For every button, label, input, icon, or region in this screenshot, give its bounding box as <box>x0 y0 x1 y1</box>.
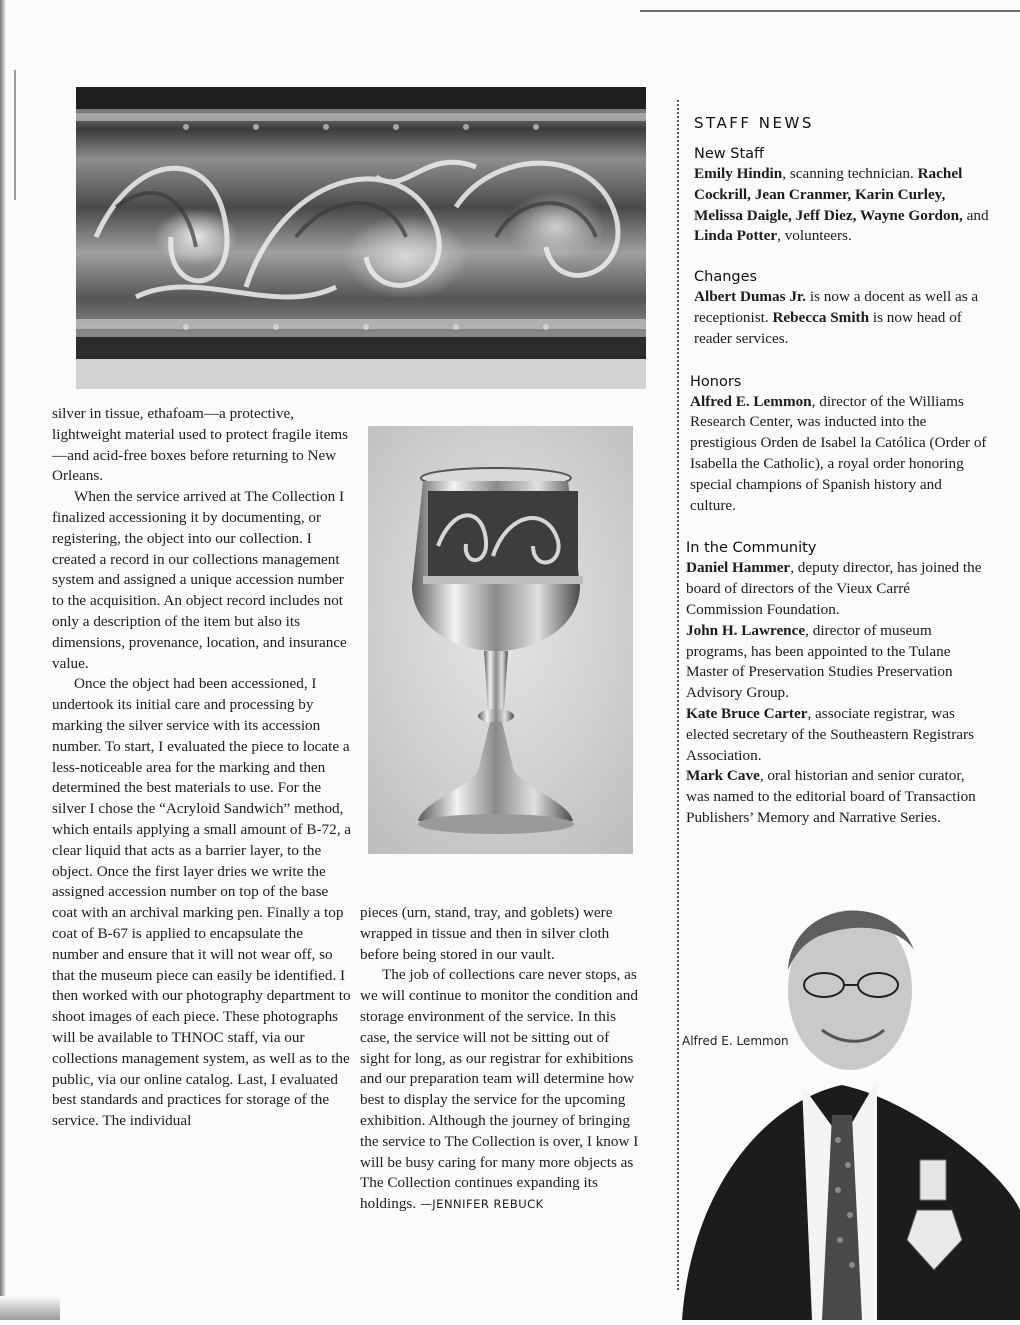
section-heading: In the Community <box>686 540 817 557</box>
staff-name: John H. Lawrence <box>686 621 806 639</box>
paragraph: silver in tissue, ethafoam—a protective, lightweight material used to protect fragile items—and acid-free boxes before returning to New Orleans. <box>52 405 349 485</box>
text: , volunteers. <box>777 227 852 245</box>
paragraph: pieces (urn, stand, tray, and goblets) were wrapped in tissue and then in silver cloth before being stored in our vault. <box>360 904 613 963</box>
staff-name: Rachel Cockrill, Jean Cranmer, Karin Curley, Melissa Daigle, Jeff Diez, Wayne Gordon, <box>694 165 963 224</box>
article-column-2 <box>360 903 640 1215</box>
section-heading: New Staff <box>694 146 765 162</box>
portrait-photo <box>662 880 1020 1320</box>
staff-name: Kate Bruce Carter <box>686 704 808 722</box>
scan-edge-top <box>640 10 1020 12</box>
section-text <box>686 766 990 828</box>
text: , director of the Williams Research Center, was inducted into the prestigious Orden de Isabel la Católica (Order of Isabella the Catholic), a royal order honoring special champions of Spanish history and culture. <box>690 392 987 514</box>
section-text <box>686 621 990 704</box>
column-divider <box>677 100 679 1290</box>
changes-section <box>694 267 990 349</box>
silver-band-ornament <box>76 87 646 389</box>
section-text <box>686 704 990 766</box>
text: and <box>962 206 989 224</box>
portrait-caption: Alfred E. Lemmon <box>682 1034 789 1048</box>
goblet-illustration <box>368 426 633 854</box>
section-heading: Changes <box>694 269 758 286</box>
staff-news-title: STAFF NEWS <box>694 114 814 132</box>
staff-name: Albert Dumas Jr. <box>694 288 807 306</box>
paragraph-text: The job of collections care never stops, as we will continue to monitor the condition and storage environment of the service. In this case, the service will not be sitting out of sight for long, as our registrar for exhibitions and our preparation team will determine how best to display the service for the upcoming exhibition. Although the journey of bringing the service to The Collection is over, I know I will be busy caring for many more objects as The Collection continues expanding its holdings. <box>360 966 639 1213</box>
section-text <box>690 392 990 517</box>
section-text <box>686 558 990 620</box>
text: , deputy director, has joined the board of directors of the Vieux Carré Commission Foundation. <box>686 559 982 618</box>
text: is now head of reader services. <box>694 308 962 347</box>
article-column-1 <box>52 404 352 1132</box>
staff-name: Emily Hindin <box>694 165 783 182</box>
scan-edge-left <box>0 0 6 1320</box>
author-signature: —JENNIFER REBUCK <box>416 1197 544 1212</box>
staff-name: Alfred E. Lemmon <box>690 392 812 410</box>
scan-edge-bottom <box>0 1296 60 1320</box>
section-text <box>694 164 990 247</box>
scan-edge-mark <box>14 70 16 200</box>
new-staff-section <box>694 144 990 247</box>
silver-band-photo <box>76 87 646 389</box>
paragraph: When the service arrived at The Collection I finalized accessioning it by documenting, or registering, the object into our collection. I created a record in our collections management system and assigned a unique accession number to the acquisition. An object record includes not only a description of the item but also its dimensions, provenance, location, and insurance value. <box>52 488 347 672</box>
section-text <box>694 287 990 349</box>
text: is now a docent as well as a receptionist. <box>694 288 979 326</box>
paragraph <box>360 965 640 1215</box>
staff-name: Rebecca Smith <box>772 308 870 326</box>
staff-name: Daniel Hammer <box>686 559 791 577</box>
section-heading: Honors <box>690 373 742 390</box>
portrait-illustration <box>662 880 1020 1320</box>
staff-name: Linda Potter <box>694 227 778 245</box>
honors-section <box>690 372 990 517</box>
community-section <box>686 538 990 828</box>
text: , director of museum programs, has been appointed to the Tulane Master of Preservation Studies Preservation Advisory Group. <box>686 621 953 702</box>
text: , scanning technician. <box>782 165 918 182</box>
text: , oral historian and senior curator, was named to the editorial board of Transaction Publishers’ Memory and Narrative Series. <box>686 767 976 826</box>
staff-news-sidebar <box>680 114 990 829</box>
text: , associate registrar, was elected secretary of the Southeastern Registrars Association. <box>686 704 975 764</box>
silver-goblet-photo <box>368 426 633 854</box>
staff-name: Mark Cave <box>686 767 760 785</box>
paragraph: Once the object had been accessioned, I undertook its initial care and processing by marking the silver service with its accession number. To start, I evaluated the piece to locate a less-noticeable area for the marking and then determined the best materials to use. For the silver I chose the “Acryloid Sandwich” method, which entails applying a small amount of B-72, a clear liquid that acts as a barrier layer, to the object. Once the first layer dries we write the assigned accession number on top of the base coat with an archival marking pen. Finally a top coat of B-67 is applied to encapsulate the number and ensure that it will not wear off, so that the museum piece can easily be identified. I then worked with our photography department to shoot images of each piece. These photographs will be available to THNOC staff, via our collections management system, as well as to the public, via our online catalog. Last, I evaluated best standards and practices for storage of the service. The individual <box>52 675 352 1130</box>
